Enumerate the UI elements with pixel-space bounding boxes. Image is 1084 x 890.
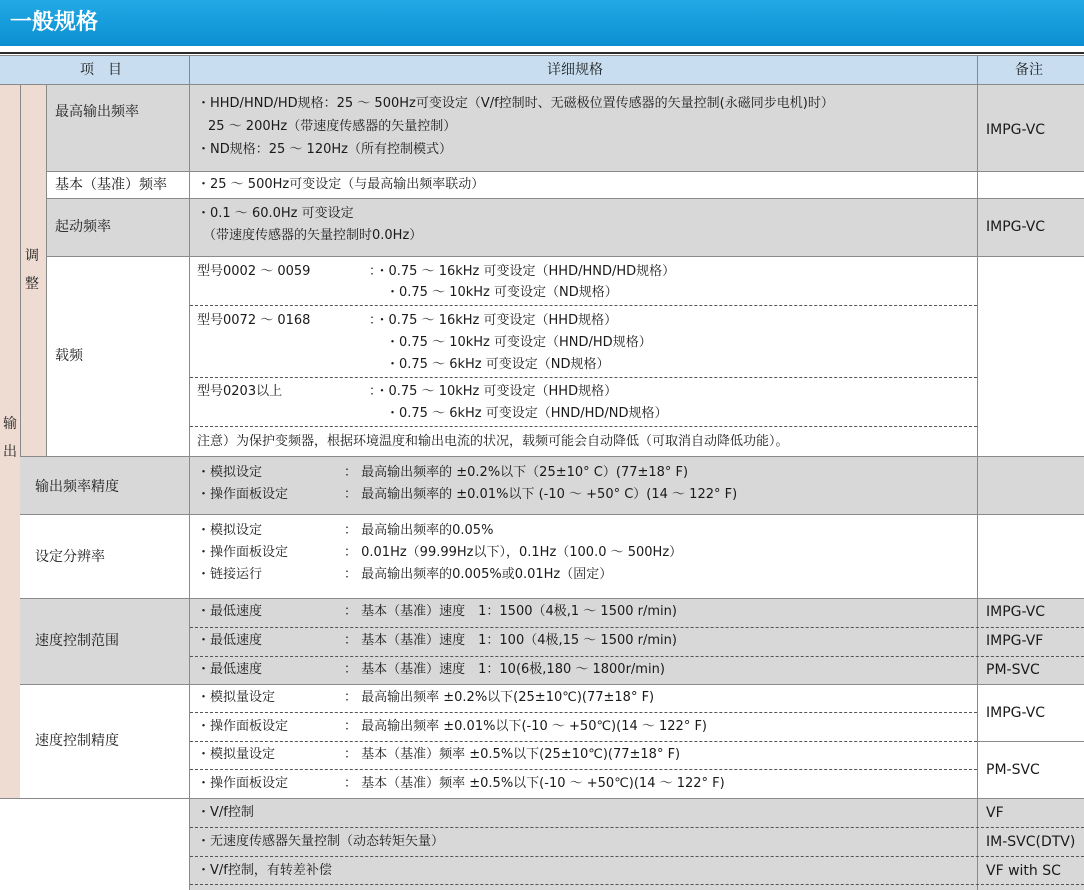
carrier-model-2-line-2: ・0.75 ～ 10kHz 可变设定（HND/HD规格） <box>386 335 652 350</box>
accuracy-item-1: ・模拟设定 <box>197 465 263 480</box>
resolution-item-2: ・操作面板设定 <box>197 545 289 560</box>
max-freq-line-2: 25 ～ 200Hz（带速度传感器的矢量控制） <box>208 119 457 134</box>
accuracy-label: 输出频率精度 <box>35 479 119 495</box>
max-freq-line-1: ・HHD/HND/HD规格：25 ～ 500Hz可变设定（V/f控制时、无磁极位置传感器的矢量控制(永磁同步电机)时） <box>197 96 834 111</box>
speed-accuracy-item-2: ・操作面板设定 <box>197 719 289 734</box>
speed-range-item-3: ・最低速度 <box>197 662 263 677</box>
max-freq-line-3: ・ND规格：25 ～ 120Hz（所有控制模式） <box>197 142 452 157</box>
resolution-value-1: ： 最高输出频率的0.05% <box>344 523 494 538</box>
group-output-char-1: 输 <box>3 416 17 432</box>
carrier-model-1-line-1: ：・0.75 ～ 16kHz 可变设定（HHD/HND/HD规格） <box>369 264 676 279</box>
group-adjust-char-2: 整 <box>25 276 39 292</box>
control-line-1: ・V/f控制 <box>197 805 254 820</box>
control-line-2: ・无速度传感器矢量控制（动态转矩矢量） <box>197 834 445 849</box>
base-freq-line: ・25 ～ 500Hz可变设定（与最高输出频率联动） <box>197 177 485 192</box>
group-output-char-2: 出 <box>3 444 17 460</box>
control-note-3: VF with SC <box>986 863 1061 879</box>
base-freq-label: 基本（基准）频率 <box>55 177 167 193</box>
start-freq-label: 起动频率 <box>55 219 111 235</box>
spec-table <box>0 55 1084 890</box>
speed-accuracy-value-1: ： 最高输出频率 ±0.2%以下(25±10℃)(77±18° F) <box>344 690 655 705</box>
speed-range-note-2: IMPG-VF <box>986 633 1044 649</box>
speed-accuracy-note-2: PM-SVC <box>986 762 1040 778</box>
speed-range-value-2: ： 基本（基准）速度 1：100（4极,15 ～ 1500 r/min) <box>344 633 677 648</box>
control-note-1: VF <box>986 805 1004 821</box>
speed-accuracy-item-4: ・操作面板设定 <box>197 776 289 791</box>
speed-accuracy-note-1: IMPG-VC <box>986 705 1046 721</box>
resolution-label: 设定分辨率 <box>35 549 105 565</box>
start-freq-line-2: （带速度传感器的矢量控制时0.0Hz） <box>203 228 423 243</box>
speed-range-note-3: PM-SVC <box>986 662 1040 678</box>
speed-range-item-1: ・最低速度 <box>197 604 263 619</box>
resolution-item-1: ・模拟设定 <box>197 523 263 538</box>
carrier-model-1-line-2: ・0.75 ～ 10kHz 可变设定（ND规格） <box>386 285 618 300</box>
control-note-2: IM-SVC(DTV) <box>986 834 1076 850</box>
start-freq-line-1: ・0.1 ～ 60.0Hz 可变设定 <box>197 206 354 221</box>
control-label-cell <box>0 798 189 890</box>
speed-range-note-1: IMPG-VC <box>986 604 1046 620</box>
max-freq-label: 最高输出频率 <box>55 104 139 120</box>
carrier-model-3-line-1: ：・0.75 ～ 10kHz 可变设定（HHD规格） <box>369 384 618 399</box>
speed-range-item-2: ・最低速度 <box>197 633 263 648</box>
accuracy-item-2: ・操作面板设定 <box>197 487 289 502</box>
carrier-note-line: 注意）为保护变频器，根据环境温度和输出电流的状况，载频可能会自动降低（可取消自动降低功能）。 <box>197 434 789 449</box>
accuracy-value-2: ： 最高输出频率的 ±0.01%以下 (-10 ～ +50° C）(14 ～ 122° F) <box>344 487 738 502</box>
header-item: 项 目 <box>80 62 122 78</box>
speed-accuracy-value-2: ： 最高输出频率 ±0.01%以下(-10 ～ +50℃)(14 ～ 122° F) <box>344 719 708 734</box>
accuracy-value-1: ： 最高输出频率的 ±0.2%以下（25±10° C）(77±18° F) <box>344 465 689 480</box>
speed-accuracy-value-4: ： 基本（基准）频率 ±0.5%以下(-10 ～ +50℃)(14 ～ 122° F) <box>344 776 725 791</box>
max-freq-note: IMPG-VC <box>986 122 1046 138</box>
speed-accuracy-value-3: ： 基本（基准）频率 ±0.5%以下(25±10℃)(77±18° F) <box>344 747 681 762</box>
page-title: 一般规格 <box>0 0 1084 46</box>
speed-range-label: 速度控制范围 <box>35 633 119 649</box>
carrier-model-1: 型号0002 ～ 0059 <box>197 264 311 279</box>
speed-accuracy-item-3: ・模拟量设定 <box>197 747 276 762</box>
speed-range-value-1: ： 基本（基准）速度 1：1500（4极,1 ～ 1500 r/min) <box>344 604 677 619</box>
speed-accuracy-label: 速度控制精度 <box>35 733 119 749</box>
header-note: 备注 <box>1015 62 1043 78</box>
resolution-item-3: ・链接运行 <box>197 567 263 582</box>
resolution-value-3: ： 最高输出频率的0.005%或0.01Hz（固定） <box>344 567 613 582</box>
resolution-value-2: ： 0.01Hz（99.99Hz以下），0.1Hz（100.0 ～ 500Hz） <box>344 545 683 560</box>
title-divider <box>0 52 1084 54</box>
header-detail: 详细规格 <box>547 62 603 78</box>
carrier-model-2: 型号0072 ～ 0168 <box>197 313 311 328</box>
group-adjust-char-1: 调 <box>25 248 39 264</box>
carrier-model-3: 型号0203以上 <box>197 384 283 399</box>
start-freq-note: IMPG-VC <box>986 219 1046 235</box>
speed-range-value-3: ： 基本（基准）速度 1：10(6极,180 ～ 1800r/min) <box>344 662 665 677</box>
carrier-model-2-line-3: ・0.75 ～ 6kHz 可变设定（ND规格） <box>386 357 610 372</box>
carrier-model-3-line-2: ・0.75 ～ 6kHz 可变设定（HND/HD/ND规格） <box>386 406 668 421</box>
control-line-3: ・V/f控制，有转差补偿 <box>197 863 332 878</box>
header-row <box>0 56 1084 84</box>
carrier-model-2-line-1: ：・0.75 ～ 16kHz 可变设定（HHD规格） <box>369 313 618 328</box>
carrier-label: 载频 <box>55 348 83 364</box>
speed-accuracy-item-1: ・模拟量设定 <box>197 690 276 705</box>
